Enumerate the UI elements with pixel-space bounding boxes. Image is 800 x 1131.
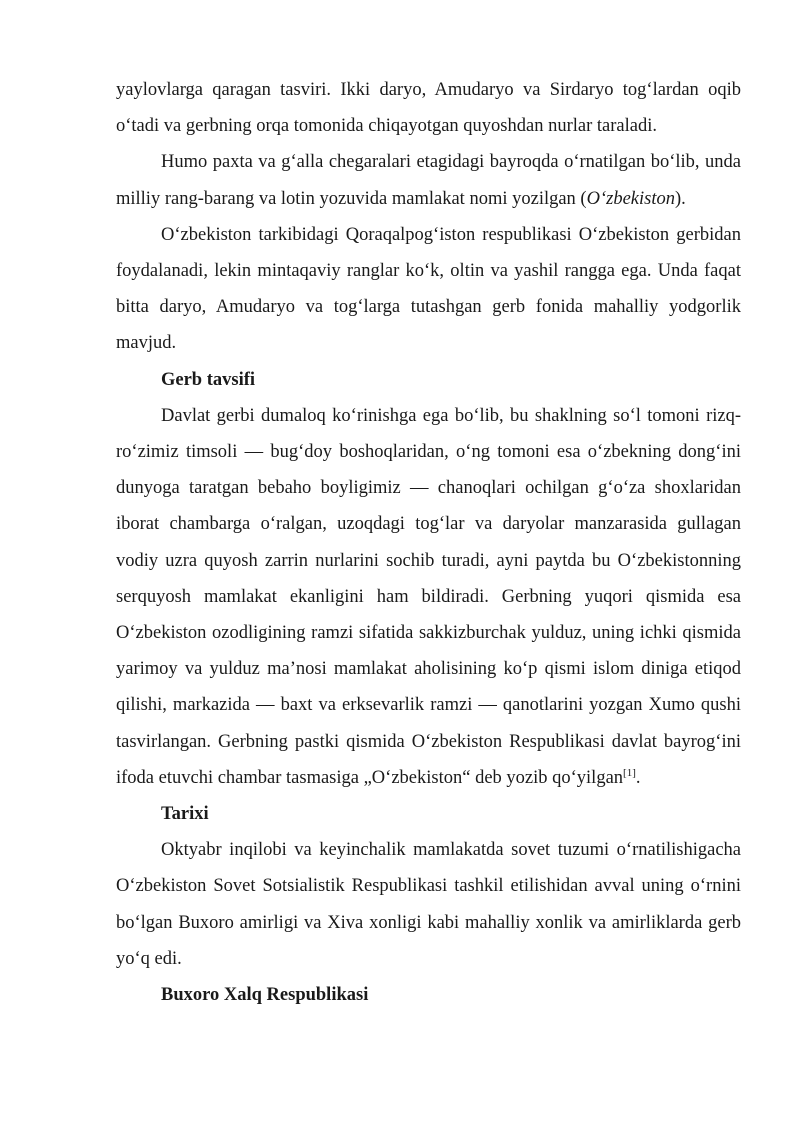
paragraph-continuation [116, 72, 741, 144]
paragraph-closing: ). [674, 188, 686, 209]
heading-tarixi: Tarixi [161, 804, 209, 825]
paragraph-text: Davlat gerbi dumaloq ko‘rinishga ega bo‘lib, bu shaklning so‘l tomoni rizq-ro‘zimiz timsoli — bug‘doy boshoqlaridan, o‘ng tomoni esa o‘zbekning dong‘ini dunyoga taratgan bebaho boyligimiz — chanoqlari ochilgan g‘o‘za shoxlaridan iborat chambarga o‘ralgan, uzoqdagi tog‘lar va daryolar manzarasida gullagan vodiy uzra quyosh zarrin nurlarini sochib turadi, ayni paytda bu O‘zbekistonning serquyosh mamlakat ekanligini ham bildiradi. Gerbning yuqori qismida esa O‘zbekiston ozodligining ramzi sifatida sakkizburchak yulduz, uning ichki qismida yarimoy va yulduz ma’nosi mamlakat aholisining ko‘p qismi islom diniga etiqod qilishi, markazida — baxt va erksevarlik ramzi — qanotlarini yozgan Xumo qushi tasvirlangan. Gerbning pastki qismida O‘zbekiston Respublikasi davlat bayrog‘ini ifoda etuvchi chambar tasmasiga „O‘zbekiston“ deb yozib qo‘yilgan [116, 405, 741, 788]
footnote-reference[interactable]: [1] [623, 766, 636, 779]
paragraph-text: yaylovlarga qaragan tasviri. Ikki daryo, Amudaryo va Sirdaryo tog‘lardan oqib o‘tadi va gerbning orqa tomonida chiqayotgan quyoshdan nurlar taraladi. [116, 80, 741, 137]
heading-buxoro-xalq-respublikasi: Buxoro Xalq Respublikasi [161, 985, 369, 1006]
paragraph-text: Oktyabr inqilobi va keyinchalik mamlakatda sovet tuzumi o‘rnatilishigacha O‘zbekiston Sovet Sotsialistik Respublikasi tashkil etilishidan avval uning o‘rnini bo‘lgan Buxoro amirligi va Xiva xonligi kabi mahalliy xonlik va amirliklarda gerb yo‘q edi. [116, 840, 741, 969]
italic-country-name: O‘zbekiston [586, 188, 675, 209]
paragraph-text: Humo paxta va g‘alla chegaralari etagidagi bayroqda o‘rnatilgan bo‘lib, unda milliy rang-barang va lotin yozuvida mamlakat nomi yozilgan ( [116, 152, 741, 209]
paragraph-history [116, 832, 741, 977]
paragraph-qoraqalpogiston [116, 217, 741, 362]
paragraph-gerb-description [116, 398, 741, 796]
heading-gerb-tavsifi: Gerb tavsifi [161, 369, 256, 390]
paragraph-text: O‘zbekiston tarkibidagi Qoraqalpog‘iston respublikasi O‘zbekiston gerbidan foydalanadi, lekin mintaqaviy ranglar ko‘k, oltin va yashil rangga ega. Unda faqat bitta daryo, Amudaryo va tog‘larga tutashgan gerb fonida mahalliy yodgorlik mavjud. [116, 224, 741, 354]
paragraph-closing: . [635, 767, 641, 788]
paragraph-humo [116, 144, 741, 216]
